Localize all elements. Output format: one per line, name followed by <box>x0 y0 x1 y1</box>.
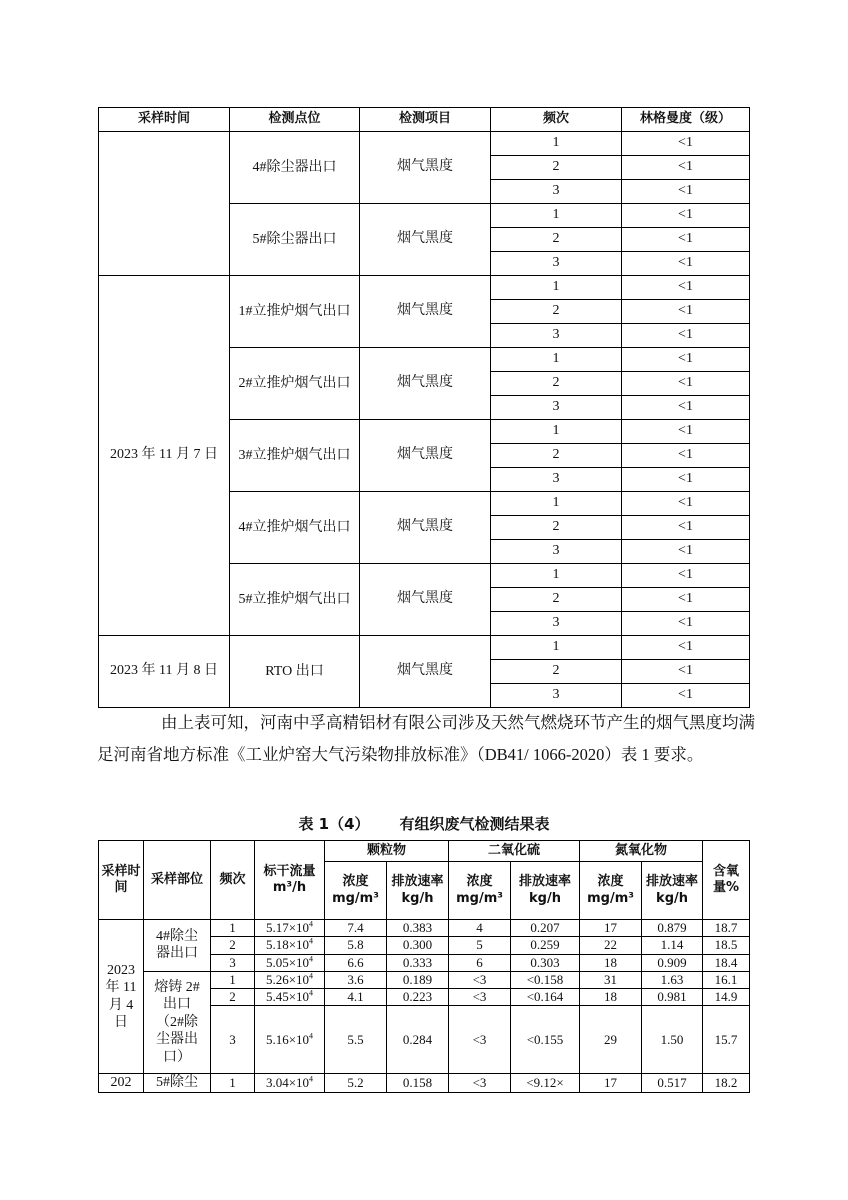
table-row <box>99 276 750 300</box>
ringelmann-grade-cell: <1 <box>622 228 750 252</box>
frequency-cell: 1 <box>211 1074 255 1093</box>
ringelmann-grade-cell: <1 <box>622 420 750 444</box>
header-sampling-time: 采样时间 <box>99 108 230 132</box>
header-ringelmann-grade: 林格曼度（级） <box>622 108 750 132</box>
ringelmann-grade-cell: <1 <box>622 372 750 396</box>
so2-concentration-cell: <3 <box>449 1006 511 1074</box>
monitoring-item-cell: 烟气黑度 <box>360 636 491 708</box>
table-row <box>99 971 750 988</box>
header-nox-emission-rate: 排放速率 kg/h <box>642 862 703 920</box>
frequency-cell: 3 <box>491 468 622 492</box>
so2-concentration-cell: 5 <box>449 937 511 954</box>
monitoring-point-cell: 1#立推炉烟气出口 <box>230 276 360 348</box>
dry-flow-exponent: 4 <box>309 1031 314 1041</box>
dry-flow-exponent: 4 <box>309 954 314 964</box>
dry-flow-value: 5.17×10 <box>265 920 310 935</box>
table2-body <box>99 920 750 1093</box>
dry-flow-cell <box>255 920 325 937</box>
ringelmann-grade-cell: <1 <box>622 348 750 372</box>
so2-emission-rate-cell: <9.12× <box>511 1074 580 1093</box>
table-row <box>99 1074 750 1093</box>
ringelmann-grade-cell: <1 <box>622 612 750 636</box>
frequency-cell: 3 <box>211 1006 255 1074</box>
header-nitrogen-oxides: 氮氧化物 <box>580 841 703 862</box>
so2-concentration-cell: 4 <box>449 920 511 937</box>
frequency-cell: 1 <box>491 636 622 660</box>
frequency-cell: 1 <box>491 420 622 444</box>
ringelmann-grade-cell: <1 <box>622 132 750 156</box>
nox-concentration-cell: 22 <box>580 937 642 954</box>
oxygen-content-cell: 18.2 <box>703 1074 750 1093</box>
header-sampling-location: 采样部位 <box>144 841 211 920</box>
frequency-cell: 1 <box>491 348 622 372</box>
ringelmann-grade-cell: <1 <box>622 516 750 540</box>
nox-concentration-cell: 18 <box>580 989 642 1006</box>
frequency-cell: 3 <box>491 252 622 276</box>
frequency-cell: 1 <box>491 564 622 588</box>
pm-concentration-cell: 5.8 <box>325 937 387 954</box>
oxygen-content-cell: 18.4 <box>703 954 750 971</box>
nox-emission-rate-cell: 0.517 <box>642 1074 703 1093</box>
frequency-cell: 2 <box>491 228 622 252</box>
header-frequency: 频次 <box>211 841 255 920</box>
ringelmann-grade-cell: <1 <box>622 252 750 276</box>
dry-flow-value: 5.18×10 <box>265 937 310 953</box>
dry-flow-exponent: 4 <box>309 936 314 946</box>
so2-concentration-cell: <3 <box>449 971 511 988</box>
frequency-cell: 1 <box>211 971 255 988</box>
frequency-cell: 1 <box>491 132 622 156</box>
header-particulate: 颗粒物 <box>325 841 449 862</box>
dry-flow-cell <box>255 971 325 988</box>
so2-emission-rate-cell: 0.259 <box>511 937 580 954</box>
pm-emission-rate-cell: 0.189 <box>387 971 449 988</box>
frequency-cell: 3 <box>491 396 622 420</box>
monitoring-item-cell: 烟气黑度 <box>360 132 491 204</box>
pm-emission-rate-cell: 0.300 <box>387 937 449 954</box>
so2-emission-rate-cell: <0.164 <box>511 989 580 1006</box>
dry-flow-value: 5.05×10 <box>265 954 310 970</box>
frequency-cell: 1 <box>491 492 622 516</box>
monitoring-point-cell: RTO 出口 <box>230 636 360 708</box>
header-frequency: 频次 <box>491 108 622 132</box>
header-oxygen-content: 含氧量% <box>703 841 750 920</box>
dry-flow-value: 5.16×10 <box>265 1031 310 1047</box>
pm-emission-rate-cell: 0.333 <box>387 954 449 971</box>
header-sulfur-dioxide: 二氧化硫 <box>449 841 580 862</box>
nox-emission-rate-cell: 1.63 <box>642 971 703 988</box>
sampling-date-cell: 2023 年 11 月 4 日 <box>99 920 144 1074</box>
frequency-cell: 2 <box>491 156 622 180</box>
dry-flow-cell <box>255 989 325 1006</box>
pm-concentration-cell: 7.4 <box>325 920 387 937</box>
pm-emission-rate-cell: 0.383 <box>387 920 449 937</box>
ringelmann-grade-cell: <1 <box>622 492 750 516</box>
pm-concentration-cell: 6.6 <box>325 954 387 971</box>
ringelmann-grade-cell: <1 <box>622 444 750 468</box>
monitoring-item-cell: 烟气黑度 <box>360 420 491 492</box>
nox-concentration-cell: 17 <box>580 1074 642 1093</box>
dry-flow-exponent: 4 <box>309 1074 314 1084</box>
monitoring-item-cell: 烟气黑度 <box>360 564 491 636</box>
sampling-date-cell: 2023 年 11 月 8 日 <box>99 636 230 708</box>
frequency-cell: 1 <box>211 920 255 937</box>
pm-concentration-cell: 3.6 <box>325 971 387 988</box>
ringelmann-grade-cell: <1 <box>622 636 750 660</box>
nox-concentration-cell: 29 <box>580 1006 642 1074</box>
monitoring-item-cell: 烟气黑度 <box>360 204 491 276</box>
header-so2-emission-rate: 排放速率 kg/h <box>511 862 580 920</box>
ringelmann-grade-cell: <1 <box>622 540 750 564</box>
ringelmann-grade-cell: <1 <box>622 300 750 324</box>
frequency-cell: 2 <box>491 444 622 468</box>
ringelmann-grade-cell: <1 <box>622 324 750 348</box>
nox-emission-rate-cell: 0.981 <box>642 989 703 1006</box>
header-so2-concentration: 浓度 mg/m³ <box>449 862 511 920</box>
pm-concentration-cell: 5.2 <box>325 1074 387 1093</box>
frequency-cell: 2 <box>211 989 255 1006</box>
monitoring-item-cell: 烟气黑度 <box>360 348 491 420</box>
nox-emission-rate-cell: 0.879 <box>642 920 703 937</box>
frequency-cell: 2 <box>491 588 622 612</box>
dry-flow-exponent: 4 <box>309 988 314 998</box>
dry-flow-exponent: 4 <box>309 971 314 981</box>
frequency-cell: 3 <box>491 540 622 564</box>
monitoring-point-cell: 5#立推炉烟气出口 <box>230 564 360 636</box>
ringelmann-grade-cell: <1 <box>622 588 750 612</box>
organized-exhaust-results-table <box>98 840 750 1093</box>
so2-emission-rate-cell: <0.158 <box>511 971 580 988</box>
so2-concentration-cell: <3 <box>449 989 511 1006</box>
ringelmann-grade-cell: <1 <box>622 276 750 300</box>
monitoring-item-cell: 烟气黑度 <box>360 276 491 348</box>
table2-title: 有组织废气检测结果表 <box>399 815 550 833</box>
monitoring-point-cell: 2#立推炉烟气出口 <box>230 348 360 420</box>
so2-concentration-cell: 6 <box>449 954 511 971</box>
ringelmann-grade-cell: <1 <box>622 564 750 588</box>
header-monitoring-point: 检测点位 <box>230 108 360 132</box>
frequency-cell: 3 <box>211 954 255 971</box>
so2-emission-rate-cell: 0.303 <box>511 954 580 971</box>
header-pm-emission-rate: 排放速率 kg/h <box>387 862 449 920</box>
dry-flow-cell <box>255 1006 325 1074</box>
table-row <box>99 920 750 937</box>
oxygen-content-cell: 15.7 <box>703 1006 750 1074</box>
oxygen-content-cell: 14.9 <box>703 989 750 1006</box>
conclusion-paragraph: 由上表可知，河南中孚高精铝材有限公司涉及天然气燃烧环节产生的烟气黑度均满足河南省地方标准《工业炉窑大气污染物排放标准》（DB41/ 1066-2020）表 1 要求。 <box>97 713 755 764</box>
dry-flow-value: 3.04×10 <box>265 1074 310 1090</box>
frequency-cell: 2 <box>491 372 622 396</box>
frequency-cell: 2 <box>491 660 622 684</box>
dry-flow-value: 5.45×10 <box>265 989 310 1004</box>
frequency-cell: 3 <box>491 180 622 204</box>
nox-concentration-cell: 17 <box>580 920 642 937</box>
header-pm-concentration: 浓度 mg/m³ <box>325 862 387 920</box>
monitoring-point-cell: 4#立推炉烟气出口 <box>230 492 360 564</box>
oxygen-content-cell: 18.5 <box>703 937 750 954</box>
dry-flow-cell <box>255 937 325 954</box>
frequency-cell: 3 <box>491 684 622 708</box>
header-monitoring-item: 检测项目 <box>360 108 491 132</box>
dry-flow-cell <box>255 954 325 971</box>
monitoring-point-cell: 5#除尘器出口 <box>230 204 360 276</box>
nox-concentration-cell: 31 <box>580 971 642 988</box>
ringelmann-grade-cell: <1 <box>622 684 750 708</box>
sampling-date-cell: 202 <box>99 1074 144 1093</box>
pm-emission-rate-cell: 0.158 <box>387 1074 449 1093</box>
nox-emission-rate-cell: 1.14 <box>642 937 703 954</box>
so2-concentration-cell: <3 <box>449 1074 511 1093</box>
dry-flow-value: 5.26×10 <box>265 971 310 987</box>
table-row <box>99 132 750 156</box>
monitoring-point-cell: 3#立推炉烟气出口 <box>230 420 360 492</box>
pm-emission-rate-cell: 0.223 <box>387 989 449 1006</box>
pm-concentration-cell: 5.5 <box>325 1006 387 1074</box>
table2-header-row-1 <box>99 841 750 862</box>
frequency-cell: 2 <box>491 516 622 540</box>
ringelmann-grade-cell: <1 <box>622 204 750 228</box>
ringelmann-grade-cell: <1 <box>622 156 750 180</box>
frequency-cell: 3 <box>491 324 622 348</box>
ringelmann-grade-cell: <1 <box>622 396 750 420</box>
ringelmann-grade-cell: <1 <box>622 180 750 204</box>
monitoring-item-cell: 烟气黑度 <box>360 492 491 564</box>
frequency-cell: 3 <box>491 612 622 636</box>
dry-flow-cell <box>255 1074 325 1093</box>
sampling-date-cell: 2023 年 11 月 7 日 <box>99 276 230 636</box>
pm-emission-rate-cell: 0.284 <box>387 1006 449 1074</box>
pm-concentration-cell: 4.1 <box>325 989 387 1006</box>
table2-caption <box>0 813 848 834</box>
so2-emission-rate-cell: 0.207 <box>511 920 580 937</box>
nox-emission-rate-cell: 1.50 <box>642 1006 703 1074</box>
ringelmann-grade-cell: <1 <box>622 468 750 492</box>
header-dry-flow: 标干流量 m³/h <box>255 841 325 920</box>
header-nox-concentration: 浓度 mg/m³ <box>580 862 642 920</box>
nox-concentration-cell: 18 <box>580 954 642 971</box>
so2-emission-rate-cell: <0.155 <box>511 1006 580 1074</box>
table1-body <box>99 132 750 708</box>
sampling-location-cell: 4#除尘器出口 <box>144 920 211 972</box>
frequency-cell: 1 <box>491 204 622 228</box>
nox-emission-rate-cell: 0.909 <box>642 954 703 971</box>
monitoring-point-cell: 4#除尘器出口 <box>230 132 360 204</box>
ringelmann-grade-cell: <1 <box>622 660 750 684</box>
sampling-location-cell: 5#除尘 <box>144 1074 211 1093</box>
frequency-cell: 1 <box>491 276 622 300</box>
sampling-date-cell <box>99 132 230 276</box>
frequency-cell: 2 <box>491 300 622 324</box>
smoke-blackness-table <box>98 107 750 708</box>
oxygen-content-cell: 16.1 <box>703 971 750 988</box>
header-sampling-time: 采样时间 <box>99 841 144 920</box>
dry-flow-exponent: 4 <box>309 919 314 929</box>
oxygen-content-cell: 18.7 <box>703 920 750 937</box>
sampling-location-cell: 熔铸 2#出口（2#除尘器出口） <box>144 971 211 1074</box>
frequency-cell: 2 <box>211 937 255 954</box>
table2-number: 表 1（4） <box>298 815 370 833</box>
table-row <box>99 636 750 660</box>
table1-header-row <box>99 108 750 132</box>
